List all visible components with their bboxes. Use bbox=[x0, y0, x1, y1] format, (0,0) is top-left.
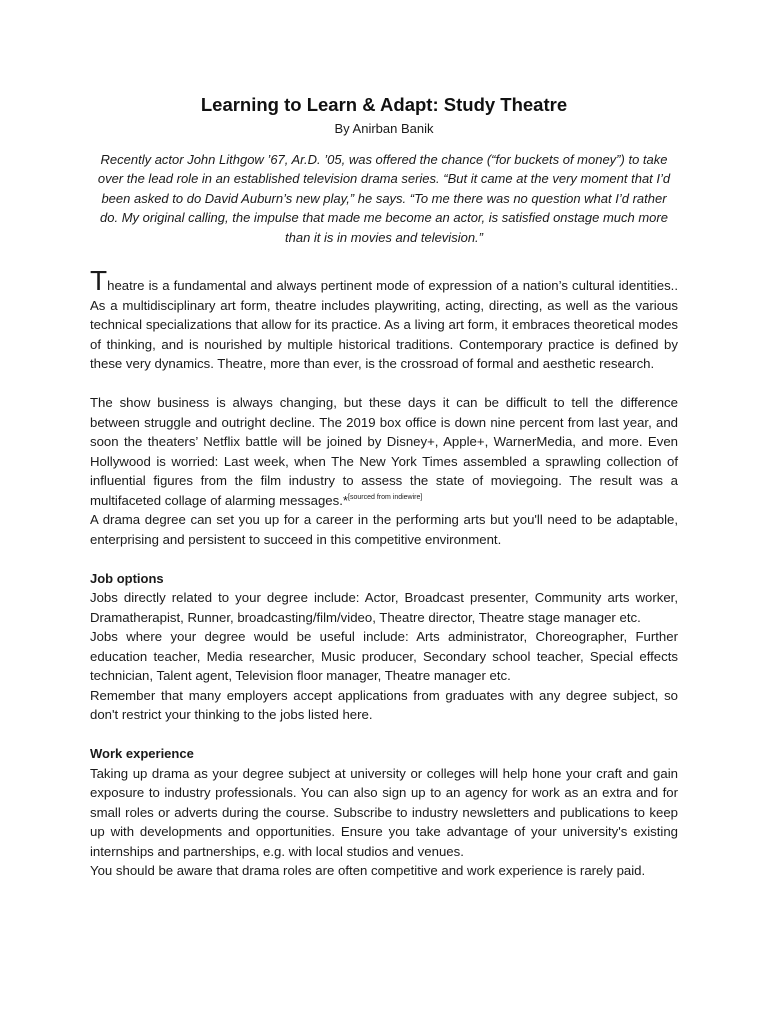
work-experience-paragraph-1: Taking up drama as your degree subject at university or colleges will help hone your craft and gain exposure to industry professionals. You can also sign up to an agency for work as an extra and for small roles or adverts during the course. Subscribe to industry newsletters and publications to keep up with developments and opportunities. Ensure you take advantage of your university's existing internships and partnerships, e.g. with local studios and venues. bbox=[90, 765, 678, 859]
job-options-paragraph-3: Remember that many employers accept applications from graduates with any degree subject, so don't restrict your thinking to the jobs listed here. bbox=[90, 687, 678, 723]
document-title: Learning to Learn & Adapt: Study Theatre bbox=[200, 94, 568, 115]
author-byline: By Anirban Banik bbox=[334, 121, 434, 136]
drama-degree-paragraph: A drama degree can set you up for a career in the performing arts but you'll need to be adaptable, enterprising and persistent to succeed in this competitive environment. bbox=[90, 512, 678, 547]
intro-quote: Recently actor John Lithgow ’67, Ar.D. ’05, was offered the chance (“for buckets of money”) to take over the lead role in an established television drama series. “But it came at the very moment that I’d been asked to do David Auburn’s new play,” he says. “To me there was no question what I’d rather do. My original calling, the impulse that made me become an actor, is satisfied onstage much more than it is in movies and television.” bbox=[97, 152, 671, 245]
intro-text: heatre is a fundamental and always pertinent mode of expression of a nation’s cultural identities.. As a multidisciplinary art form, theatre includes playwriting, acting, directing, as well as the various technical specializations that allow for its practice. As a living art form, it embraces theoretical modes of thinking, and is nourished by multiple historical traditions. Contemporary practice is defined by these very dynamics. Theatre, more than ever, is the crossroad of formal and aesthetic research. bbox=[90, 278, 678, 372]
show-business-paragraph bbox=[90, 393, 678, 510]
job-options-paragraph-2: Jobs where your degree would be useful include: Arts administrator, Choreographer, Further education teacher, Media researcher, Music producer, Secondary school teacher, Special effects technician, Talent agent, Television floor manager, Theatre manager etc. bbox=[90, 629, 678, 684]
spacer bbox=[90, 374, 678, 394]
spacer bbox=[90, 549, 678, 569]
document-page bbox=[90, 94, 678, 881]
intro-paragraph bbox=[90, 265, 678, 374]
source-note: [sourced from indiewire] bbox=[348, 493, 423, 501]
spacer bbox=[90, 725, 678, 745]
show-business-text: The show business is always changing, but these days it can be difficult to tell the difference between struggle and outright decline. The 2019 box office is down nine percent from last year, and soon the theaters’ Netflix battle will be joined by Disney+, Apple+, WarnerMedia, and more. Even Hollywood is worried: Last week, when The New York Times assembled a sprawling collection of influential figures from the film industry to assess the state of moviegoing. The result was a multifaceted collage of alarming messages.* bbox=[90, 395, 678, 508]
work-experience-paragraph-2: You should be aware that drama roles are often competitive and work experience is rarely paid. bbox=[90, 863, 646, 879]
job-options-paragraph-1: Jobs directly related to your degree include: Actor, Broadcast presenter, Community arts worker, Dramatherapist, Runner, broadcasting/film/video, Theatre director, Theatre stage manager etc. bbox=[90, 590, 678, 625]
work-experience-heading: Work experience bbox=[90, 746, 194, 762]
job-options-heading: Job options bbox=[90, 570, 164, 586]
drop-cap: T bbox=[90, 265, 108, 297]
